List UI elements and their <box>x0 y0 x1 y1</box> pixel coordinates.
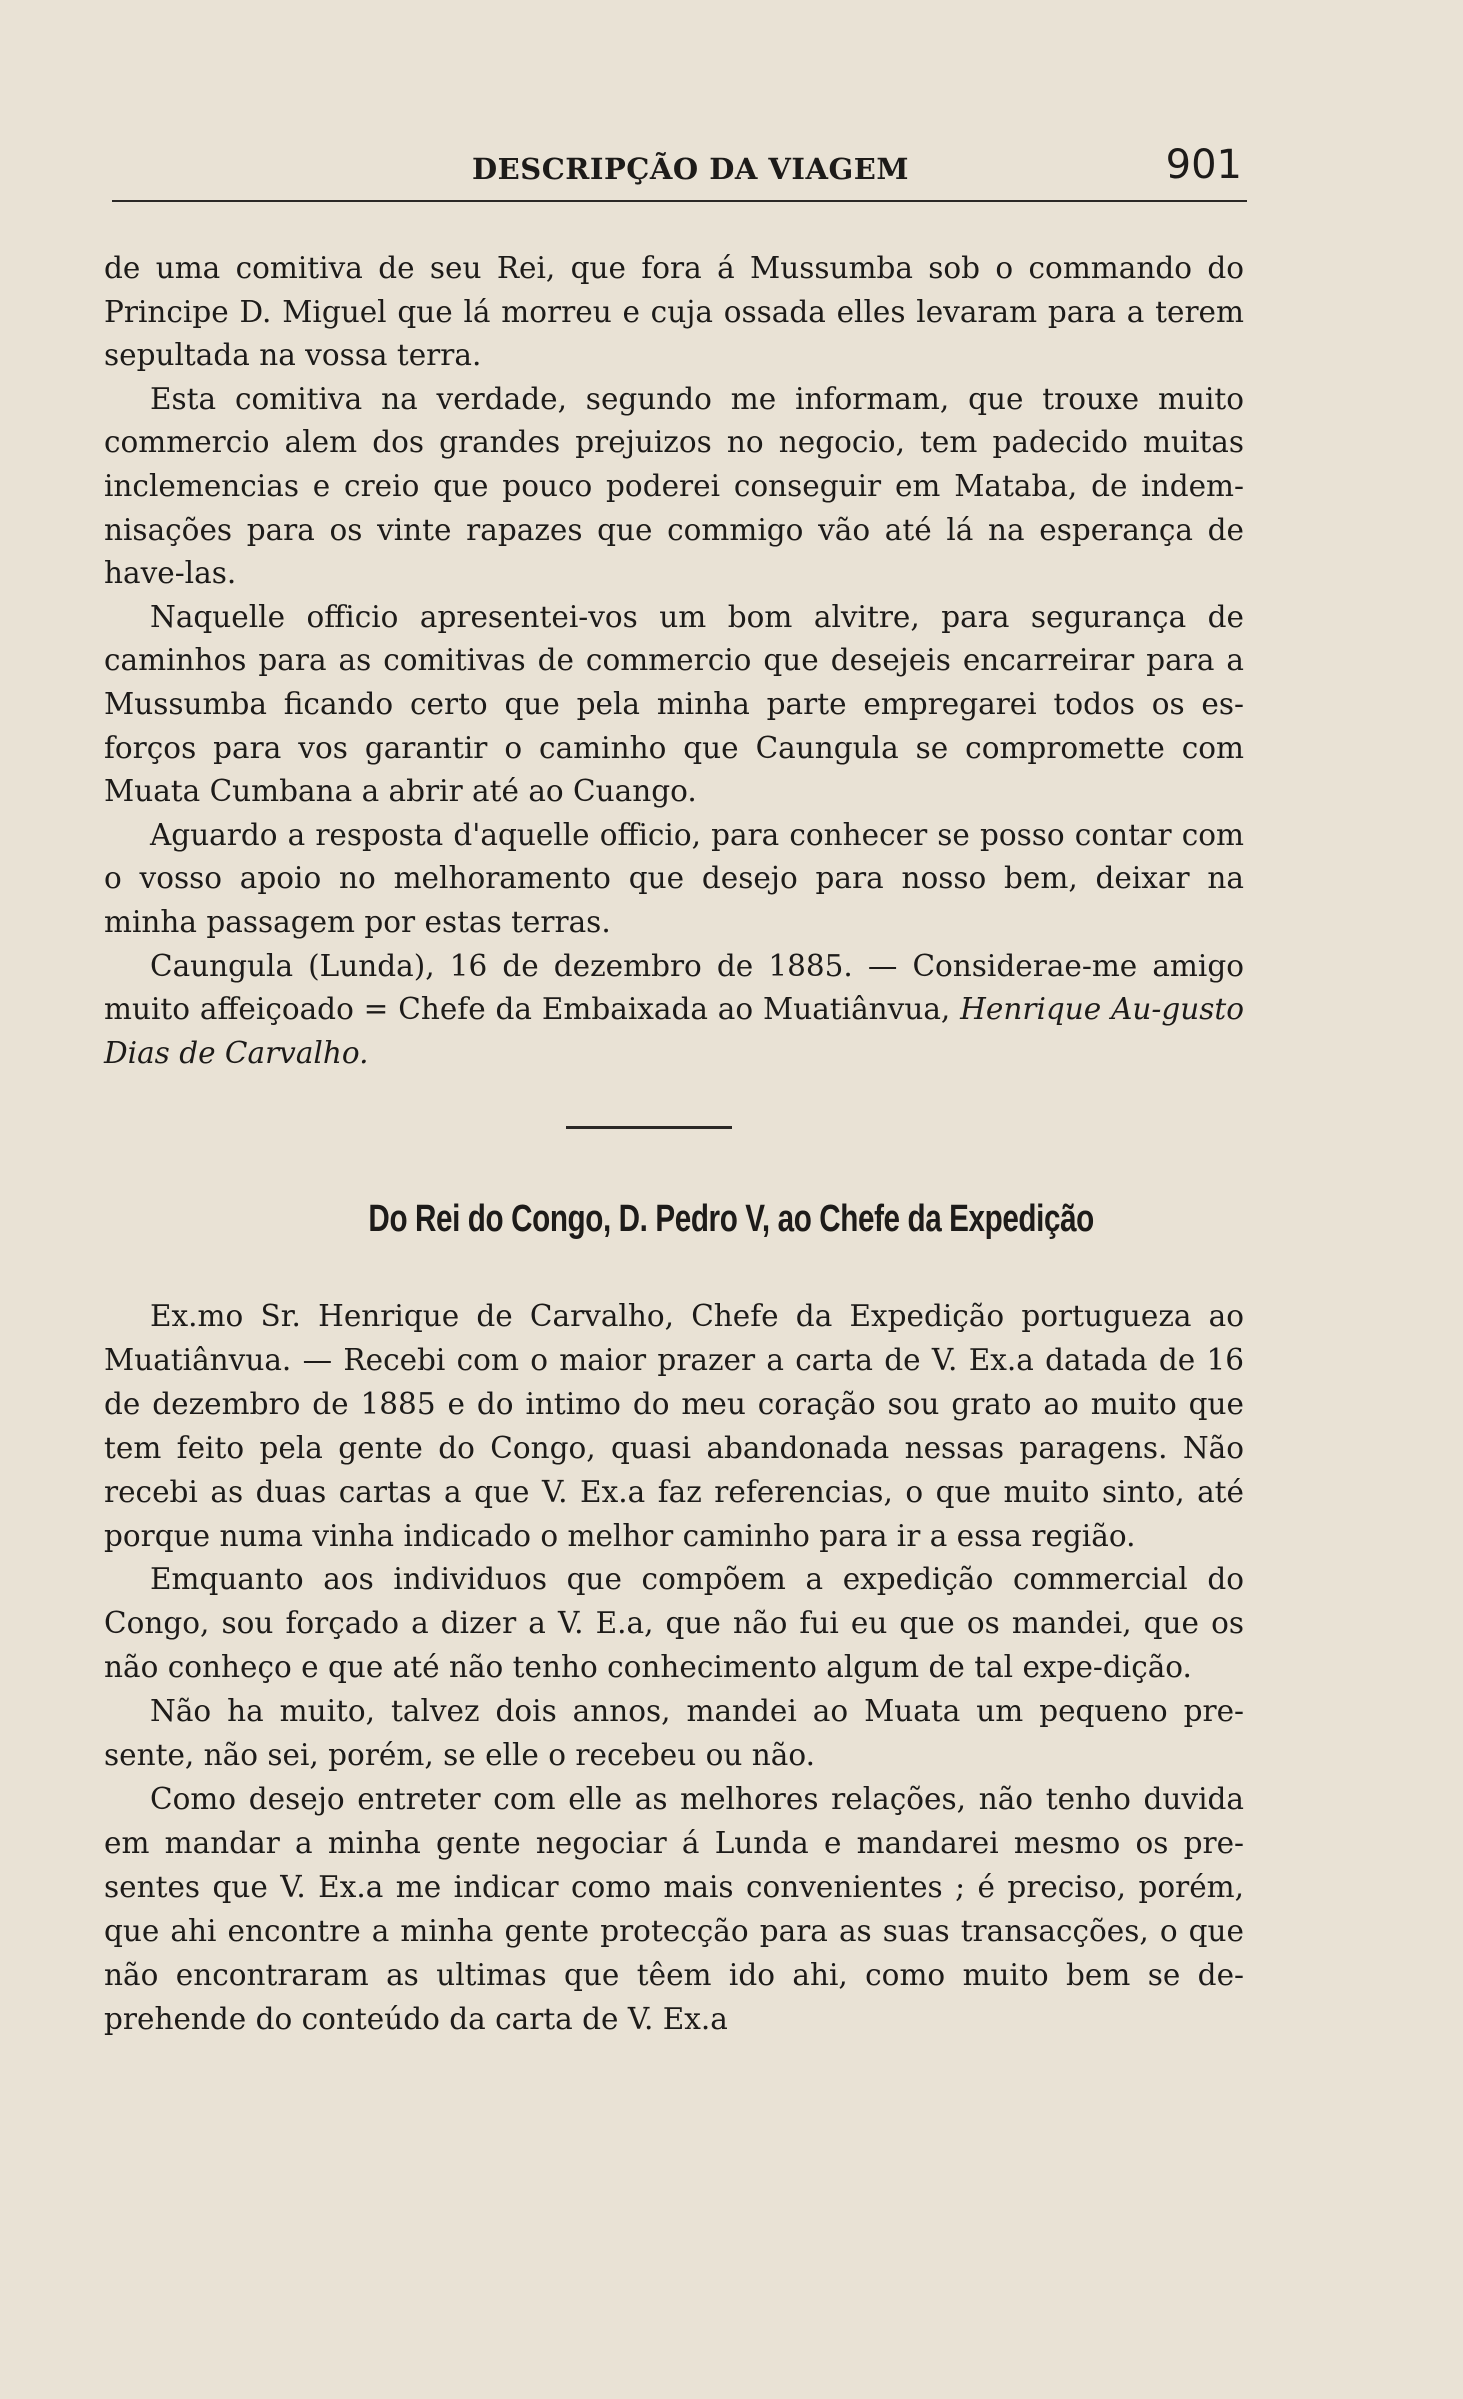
paragraph: Aguardo a resposta d'aquelle officio, para conhecer se posso contar com o vosso apoio no melhoramento que desejo para nosso bem, deixar na minha passagem por estas terras. <box>104 817 1244 939</box>
paragraph: Naquelle officio apresentei-vos um bom alvitre, para segurança de caminhos para as comitivas de commercio que desejeis encarreirar para a Mussumba ficando certo que pela minha parte empregarei todos os es-forços para vos garantir o caminho que Caungula se compromette com Muata Cumbana a abrir até ao Cuango. <box>104 599 1244 809</box>
running-title: DESCRIPÇÃO DA VIAGEM <box>472 152 909 186</box>
letter-two-body <box>104 1295 1244 2041</box>
header-rule <box>112 200 1247 202</box>
paragraph: Ex.mo Sr. Henrique de Carvalho, Chefe da Expedição portugueza ao Muatiânvua. — Recebi com o maior prazer a carta de V. Ex.a datada de 16 de dezembro de 1885 e do intimo do meu coração sou grato ao muito que tem feito pela gente do Congo, quasi abandonada nessas paragens. Não recebi as duas cartas a que V. Ex.a faz referencias, o que muito sinto, até porque numa vinha indicado o melhor caminho para ir a essa região. <box>104 1299 1244 1553</box>
closing-paragraph <box>104 945 1244 1076</box>
page-number: 901 <box>1165 142 1242 188</box>
running-head <box>112 142 1242 198</box>
paragraph: de uma comitiva de seu Rei, que fora á Mussumba sob o commando do Principe D. Miguel que lá morreu e cuja ossada elles levaram para a terem sepultada na vossa terra. <box>104 251 1244 373</box>
paragraph: Emquanto aos individuos que compõem a expedição commercial do Congo, sou forçado a dizer a V. E.a, que não fui eu que os mandei, que os não conheço e que até não tenho conhecimento algum de tal expe-dição. <box>104 1562 1244 1685</box>
paragraph: Como desejo entreter com elle as melhores relações, não tenho duvida em mandar a minha gente negociar á Lunda e mandarei mesmo os pre-sentes que V. Ex.a me indicar como mais convenientes ; é preciso, porém, que ahi encontre a minha gente protecção para as suas transacções, o que não encontraram as ultimas que têem ido ahi, como muito bem se de-prehende do conteúdo da carta de V. Ex.a <box>104 1781 1244 2036</box>
paragraph: Não ha muito, talvez dois annos, mandei ao Muata um pequeno pre-sente, não sei, porém, se elle o recebeu ou não. <box>104 1694 1244 1773</box>
section-divider <box>566 1126 732 1129</box>
signature: Henrique Au-gusto Dias de Carvalho. <box>104 992 1244 1070</box>
closing-text: Caungula (Lunda), 16 de dezembro de 1885. — Considerae-me amigo muito affeiçoado = Chefe da Embaixada ao Muatiânvua, <box>104 948 1244 1027</box>
letter-one-body <box>104 247 1244 1075</box>
paragraph: Esta comitiva na verdade, segundo me informam, que trouxe muito commercio alem dos grandes prejuizos no negocio, tem padecido muitas inclemencias e creio que pouco poderei conseguir em Mataba, de indem-nisações para os vinte rapazes que commigo vão até lá na esperança de have-las. <box>104 381 1244 591</box>
section-heading: Do Rei do Congo, D. Pedro V, ao Chefe da Expedição <box>368 1198 1094 1240</box>
